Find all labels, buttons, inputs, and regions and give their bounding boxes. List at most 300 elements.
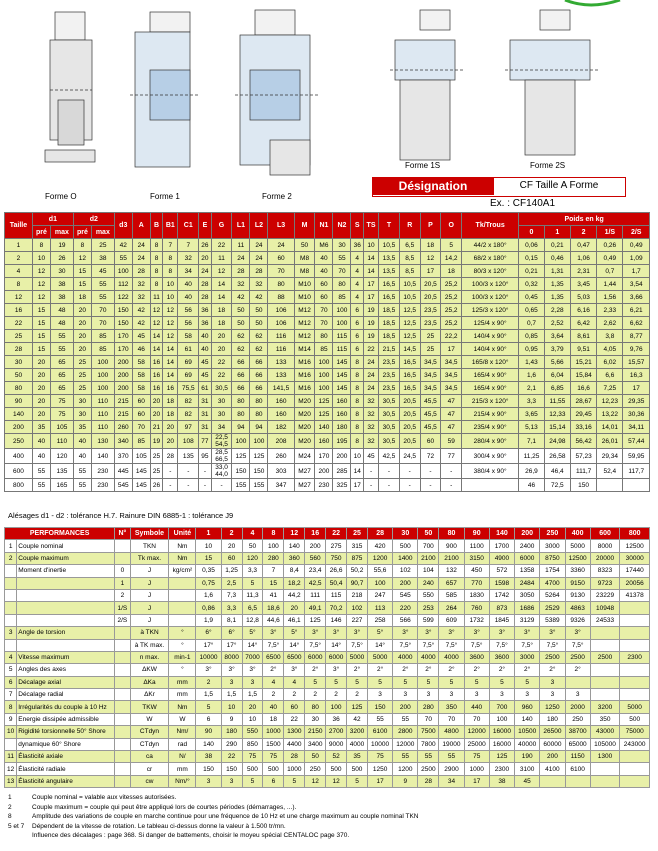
table-cell: 3: [565, 689, 590, 701]
table-cell: 12: [5, 291, 33, 304]
table-cell: 2484: [515, 577, 540, 589]
table-cell: 111: [305, 589, 326, 601]
table-cell: 20: [150, 408, 163, 421]
table-cell: 50: [250, 317, 268, 330]
table-cell: 55: [393, 751, 418, 763]
table-cell: 29,35: [623, 395, 650, 408]
table-cell: 111,7: [570, 464, 596, 479]
table-cell: 25: [91, 239, 114, 252]
table-cell: [620, 627, 650, 639]
table-cell: 46,1: [284, 614, 305, 626]
table-cell: 55: [367, 713, 392, 725]
table-cell: 14,2: [441, 252, 462, 265]
footnote-text: Amplitude des variations de couple en marche continue pour une fréquence de 10 Hz et une charge maximum au couple nominal TKN: [32, 813, 419, 820]
table-cell: 43000: [590, 726, 620, 738]
table-cell: 3: [393, 689, 418, 701]
table-cell: 65000: [565, 738, 590, 750]
table-cell: 77: [199, 434, 212, 449]
perf-symbol: CTdyn: [130, 738, 169, 750]
perf-header-cell: 50: [418, 528, 439, 540]
table-cell: [620, 775, 650, 787]
table-cell: 20,5: [399, 434, 420, 449]
table-cell: 11,55: [544, 395, 570, 408]
table-cell: 2529: [540, 602, 565, 614]
perf-number: [5, 602, 17, 614]
table-cell: 25: [73, 356, 91, 369]
table-cell: 3: [367, 689, 392, 701]
table-cell: 9: [221, 713, 242, 725]
table-cell: 1,31: [544, 265, 570, 278]
table-cell: 165/8 x 120°: [462, 356, 519, 369]
table-cell: 17: [367, 775, 392, 787]
footnotes: [8, 793, 419, 841]
perf-unit: [169, 577, 196, 589]
table-cell: 58: [132, 356, 150, 369]
table-cell: 360: [284, 552, 305, 564]
table-cell: 117,7: [623, 464, 650, 479]
perf-sub: [115, 701, 130, 713]
table-cell: [590, 689, 620, 701]
coupling-drawings: [0, 0, 658, 205]
table-cell: 38: [51, 278, 74, 291]
table-cell: 21: [150, 421, 163, 434]
table-cell: 140: [515, 713, 540, 725]
table-cell: [620, 763, 650, 775]
table-cell: 34,5: [420, 369, 441, 382]
table-cell: 8,1: [221, 614, 242, 626]
table-cell: 3600: [464, 651, 489, 663]
table-cell: 20: [73, 317, 91, 330]
table-cell: 19000: [439, 738, 464, 750]
table-cell: 85: [315, 343, 333, 356]
table-row: [5, 265, 650, 278]
table-cell: 18: [73, 291, 91, 304]
table-cell: 16000: [489, 726, 514, 738]
table-cell: 18,5: [379, 304, 400, 317]
table-cell: 34: [439, 775, 464, 787]
table-cell: 8,61: [570, 330, 596, 343]
table-cell: 100: [333, 317, 351, 330]
table-cell: 4: [263, 676, 284, 688]
table-cell: 12: [32, 278, 50, 291]
perf-label: Couple nominal: [17, 540, 115, 552]
table-cell: -: [363, 464, 378, 479]
table-cell: 1000: [284, 763, 305, 775]
table-cell: 30: [5, 356, 33, 369]
table-cell: 7,5°: [393, 639, 418, 651]
table-cell: 46: [132, 343, 150, 356]
table-cell: 20: [221, 540, 242, 552]
table-cell: 85: [91, 330, 114, 343]
table-cell: 180: [221, 726, 242, 738]
perf-label: Rigidité torsionnelle 50° Shore: [17, 726, 115, 738]
table-cell: 55: [393, 713, 418, 725]
table-cell: 235/4 x 90°: [462, 421, 519, 434]
perf-number: [5, 614, 17, 626]
table-row: [5, 627, 650, 639]
table-cell: 20: [73, 343, 91, 356]
perf-symbol: J: [130, 589, 169, 601]
table-cell: 1,6: [519, 369, 545, 382]
table-cell: 100/3 x 120°: [462, 291, 519, 304]
table-row: [5, 369, 650, 382]
table-cell: 750: [326, 552, 347, 564]
table-cell: 77: [441, 449, 462, 464]
table-cell: 14: [150, 343, 163, 356]
table-cell: 60000: [540, 738, 565, 750]
table-cell: 8,5: [399, 252, 420, 265]
table-cell: 14,5: [399, 343, 420, 356]
table-cell: 6°: [221, 627, 242, 639]
table-cell: [620, 664, 650, 676]
perf-sub: [115, 651, 130, 663]
dim-header-cell: L1: [232, 213, 250, 239]
table-cell: 20: [211, 343, 232, 356]
table-cell: 20: [211, 330, 232, 343]
table-cell: 100: [91, 356, 114, 369]
table-cell: 120: [51, 449, 74, 464]
table-cell: 12,8: [242, 614, 263, 626]
table-cell: 0,32: [519, 278, 545, 291]
table-row: [5, 252, 650, 265]
table-cell: 290: [221, 738, 242, 750]
table-cell: 0,35: [196, 565, 221, 577]
perf-label: [17, 589, 115, 601]
perf-number: 13: [5, 775, 17, 787]
table-cell: 420: [367, 540, 392, 552]
table-cell: 62: [250, 343, 268, 356]
table-cell: 18,6: [263, 602, 284, 614]
table-cell: 9150: [565, 577, 590, 589]
table-cell: 200: [393, 701, 418, 713]
perf-unit: N/: [169, 751, 196, 763]
table-row: [5, 763, 650, 775]
table-cell: 32: [363, 408, 378, 421]
table-cell: 20: [150, 395, 163, 408]
table-cell: 45: [363, 449, 378, 464]
table-cell: 40: [315, 252, 333, 265]
dim-header-cell: C1: [178, 213, 199, 239]
perf-label: [17, 577, 115, 589]
table-cell: 145: [132, 464, 150, 479]
table-cell: [597, 479, 623, 492]
table-cell: 15,57: [623, 356, 650, 369]
table-cell: 66: [232, 369, 250, 382]
dim-header-cell: E: [199, 213, 212, 239]
table-cell: [462, 479, 519, 492]
table-cell: 6500: [263, 651, 284, 663]
dim-header-cell: S: [351, 213, 364, 239]
table-cell: 1754: [540, 565, 565, 577]
dim-subheader-cell: 2: [570, 226, 596, 239]
table-cell: 66: [250, 382, 268, 395]
table-cell: 40: [178, 291, 199, 304]
table-cell: 28: [199, 291, 212, 304]
table-cell: 10: [363, 239, 378, 252]
table-cell: 25: [73, 382, 91, 395]
table-cell: 25: [150, 464, 163, 479]
table-cell: 227: [347, 614, 368, 626]
table-cell: 75000: [620, 726, 650, 738]
table-cell: 100: [263, 540, 284, 552]
table-cell: 15: [73, 278, 91, 291]
perf-unit: [169, 602, 196, 614]
table-cell: 145: [333, 382, 351, 395]
table-cell: 6000: [515, 552, 540, 564]
table-cell: 12: [420, 252, 441, 265]
table-cell: 5: [439, 676, 464, 688]
table-cell: 46: [519, 479, 545, 492]
footnote: [8, 822, 419, 832]
table-cell: 12,5: [399, 317, 420, 330]
dim-header-cell: L2: [250, 213, 268, 239]
table-cell: 72,5: [544, 479, 570, 492]
table-cell: 12,33: [544, 408, 570, 421]
table-cell: 125/4 x 90°: [462, 317, 519, 330]
table-cell: 140: [284, 540, 305, 552]
table-cell: 4: [284, 676, 305, 688]
table-cell: 150: [367, 701, 392, 713]
table-cell: 4000: [393, 651, 418, 663]
table-cell: 47: [441, 395, 462, 408]
perf-symbol: W: [130, 713, 169, 725]
table-cell: [565, 676, 590, 688]
table-cell: 12,23: [597, 395, 623, 408]
perf-number: [5, 565, 17, 577]
dim-header-cell: Tk/Trous: [462, 213, 519, 239]
table-cell: 28: [132, 265, 150, 278]
table-row: [5, 713, 650, 725]
table-cell: 6,5: [242, 602, 263, 614]
table-cell: 4700: [540, 577, 565, 589]
dim-header-cell: L3: [268, 213, 294, 239]
table-cell: 5: [196, 701, 221, 713]
table-cell: 599: [418, 614, 439, 626]
table-cell: 100: [232, 434, 250, 449]
perf-sub: 1: [115, 577, 130, 589]
table-cell: 50: [242, 540, 263, 552]
table-cell: 2: [284, 689, 305, 701]
table-cell: 500: [263, 763, 284, 775]
table-cell: 18,2: [284, 577, 305, 589]
table-cell: 7,5°: [347, 639, 368, 651]
table-cell: 18,5: [379, 317, 400, 330]
table-cell: 380/4 x 90°: [462, 464, 519, 479]
table-cell: 40: [199, 330, 212, 343]
table-cell: 6000: [305, 651, 326, 663]
perf-unit: Nm: [169, 701, 196, 713]
table-cell: 34: [211, 421, 232, 434]
table-cell: 1700: [489, 540, 514, 552]
perf-sub: [115, 763, 130, 775]
table-cell: 8: [32, 239, 50, 252]
table-cell: 66: [250, 356, 268, 369]
table-cell: 85: [132, 434, 150, 449]
table-cell: 2100: [418, 552, 439, 564]
table-cell: 3100: [515, 763, 540, 775]
table-cell: 1300: [284, 726, 305, 738]
perf-number: 8: [5, 701, 17, 713]
table-cell: [620, 639, 650, 651]
table-cell: 66: [232, 382, 250, 395]
table-cell: 20: [32, 408, 50, 421]
table-cell: 9130: [565, 589, 590, 601]
table-cell: 609: [439, 614, 464, 626]
table-cell: 140: [5, 408, 33, 421]
table-cell: 42,5: [305, 577, 326, 589]
table-cell: 6,02: [597, 356, 623, 369]
table-cell: 20: [32, 356, 50, 369]
table-cell: 19: [150, 434, 163, 449]
table-cell: 42: [232, 291, 250, 304]
table-cell: 4900: [489, 552, 514, 564]
perf-number: 3: [5, 627, 17, 639]
perf-label: Angle de torsion: [17, 627, 115, 639]
table-cell: 1150: [565, 751, 590, 763]
table-cell: 46,4: [544, 464, 570, 479]
table-cell: 42: [347, 713, 368, 725]
table-cell: 20: [32, 369, 50, 382]
table-cell: 4000: [439, 651, 464, 663]
table-cell: 41: [263, 589, 284, 601]
table-cell: 45: [199, 356, 212, 369]
table-cell: 26,58: [544, 449, 570, 464]
table-cell: 38: [489, 775, 514, 787]
table-row: [5, 317, 650, 330]
table-cell: 16: [150, 382, 163, 395]
table-cell: 55: [73, 479, 91, 492]
perf-header-cell: 80: [439, 528, 464, 540]
table-cell: 9000: [326, 738, 347, 750]
table-cell: 12: [32, 265, 50, 278]
table-cell: 0,85: [519, 330, 545, 343]
table-cell: 303: [268, 464, 294, 479]
table-cell: 125: [315, 395, 333, 408]
table-cell: 900: [439, 540, 464, 552]
table-cell: 200: [333, 449, 351, 464]
table-cell: 2,1: [519, 382, 545, 395]
table-cell: 20: [32, 382, 50, 395]
table-cell: 28: [5, 343, 33, 356]
table-cell: 35: [347, 751, 368, 763]
table-cell: 264: [439, 602, 464, 614]
table-cell: 100: [91, 382, 114, 395]
perf-sub: 1/S: [115, 602, 130, 614]
table-cell: 102: [347, 602, 368, 614]
table-cell: 82: [178, 395, 199, 408]
table-cell: 0,49: [597, 252, 623, 265]
perf-unit: Nm: [169, 540, 196, 552]
table-cell: 5: [418, 676, 439, 688]
perf-symbol: cr: [130, 763, 169, 775]
table-cell: 215/4 x 90°: [462, 408, 519, 421]
table-cell: 200: [114, 356, 132, 369]
table-cell: 44/2 x 180°: [462, 239, 519, 252]
table-cell: 3,54: [623, 278, 650, 291]
table-cell: 16000: [489, 738, 514, 750]
table-cell: 100: [367, 577, 392, 589]
perf-number: [5, 639, 17, 651]
table-cell: 1,43: [519, 356, 545, 369]
table-cell: 1,44: [597, 278, 623, 291]
table-cell: 6100: [367, 726, 392, 738]
table-cell: 110: [91, 395, 114, 408]
table-cell: 258: [367, 614, 392, 626]
table-cell: 170: [114, 343, 132, 356]
table-cell: 250: [5, 434, 33, 449]
table-cell: 0,06: [519, 239, 545, 252]
table-cell: 6,62: [623, 317, 650, 330]
perf-number: 2: [5, 552, 17, 564]
perf-symbol: ΔKW: [130, 664, 169, 676]
table-cell: 165: [51, 479, 74, 492]
table-cell: 12: [150, 304, 163, 317]
perf-label: Couple maximum: [17, 552, 115, 564]
table-cell: 48: [51, 317, 74, 330]
perf-unit: Nm/: [169, 726, 196, 738]
table-cell: 47: [441, 408, 462, 421]
table-cell: 6: [351, 304, 364, 317]
table-cell: 80: [250, 408, 268, 421]
table-cell: 16: [5, 304, 33, 317]
table-cell: -: [178, 479, 199, 492]
perf-header-cell: 22: [326, 528, 347, 540]
table-cell: 3: [439, 689, 464, 701]
perf-number: [5, 738, 17, 750]
table-cell: 62: [250, 330, 268, 343]
table-cell: 105000: [590, 738, 620, 750]
table-cell: -: [379, 479, 400, 492]
table-cell: 3,3: [221, 602, 242, 614]
table-cell: 42: [114, 239, 132, 252]
table-cell: 3400: [305, 738, 326, 750]
table-cell: 0,7: [597, 265, 623, 278]
table-cell: 6,04: [544, 369, 570, 382]
table-cell: 1,6: [196, 589, 221, 601]
table-cell: -: [178, 464, 199, 479]
table-cell: 108: [178, 434, 199, 449]
table-cell: 1,5: [196, 689, 221, 701]
table-cell: 8: [351, 421, 364, 434]
table-cell: 3600: [489, 651, 514, 663]
table-cell: 26: [199, 239, 212, 252]
table-cell: 340: [114, 434, 132, 449]
table-cell: 125: [232, 449, 250, 464]
table-cell: 19: [363, 317, 378, 330]
table-cell: 88: [268, 291, 294, 304]
table-cell: 36: [351, 239, 364, 252]
table-cell: 9723: [590, 577, 620, 589]
table-cell: -: [420, 464, 441, 479]
table-cell: 100: [315, 369, 333, 382]
perf-header-cell: 250: [540, 528, 565, 540]
perf-label: [17, 602, 115, 614]
table-cell: [590, 763, 620, 775]
table-cell: 1300: [590, 751, 620, 763]
table-cell: 3°: [418, 627, 439, 639]
table-cell: 28,5 66,5: [211, 449, 232, 464]
table-row: [5, 639, 650, 651]
table-cell: 16,5: [399, 382, 420, 395]
table-cell: 1686: [515, 602, 540, 614]
perf-header-cell: 400: [565, 528, 590, 540]
table-cell: 28: [199, 278, 212, 291]
table-cell: 97: [178, 421, 199, 434]
table-cell: 55: [32, 464, 50, 479]
table-cell: 25: [5, 330, 33, 343]
table-cell: 15: [32, 330, 50, 343]
table-cell: M16: [294, 382, 315, 395]
